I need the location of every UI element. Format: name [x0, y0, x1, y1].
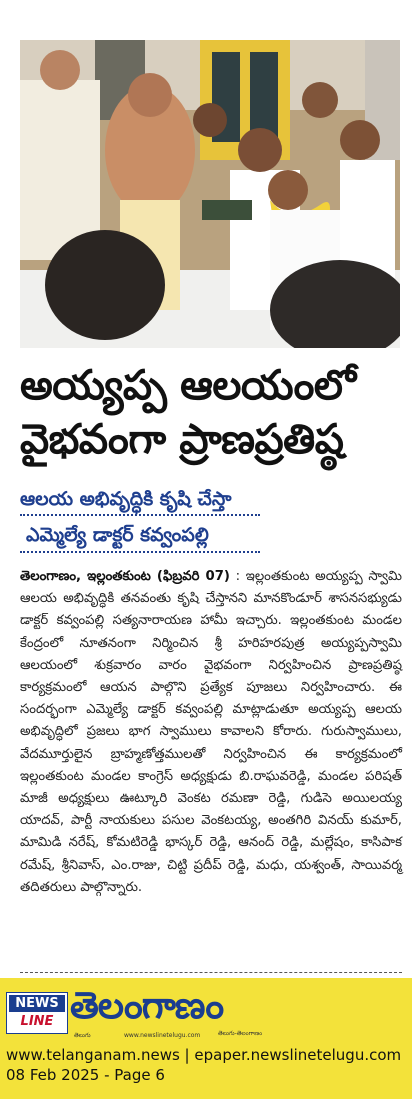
- subheading-2: ఎమ్మెల్యే డాక్టర్ కవ్వంపల్లి: [26, 524, 209, 546]
- article-body-text: : ఇల్లంతకుంట అయ్యప్ప స్వామి ఆలయ అభివృద్ధికి తనవంతు కృషి చేస్తానని మానకొండూర్ శాసనసభ్యుడు డాక్టర్ కవ్వంపల్లి సత్యనారాయణ హామీ ఇచ్చారు. ఇల్లంతకుంట మండల కేంద్రంలో నూతనంగా నిర్మించిన శ్రీ హరిహరపుత్ర అయ్యప్పస్వామి ఆలయంలో శుక్రవారం వారం వైభవంగా నిర్వహించిన ప్రాణప్రతిష్ఠ కార్యక్రమంలో ఆయన పాల్గొని ప్రత్యేక పూజలు నిర్వహించారు. ఈ సందర్భంగా ఎమ్మెల్యే డాక్టర్ కవ్వంపల్లి మాట్లాడుతూ అయ్యప్ప ఆలయ అభివృద్ధిలో ప్రజలు భాగ స్వాములు కావాలని కోరారు. గురుస్వాములు, వేదమూర్తులైన బ్రాహ్మణోత్తములతో నిర్వహించిన ఈ కార్యక్రమంలో ఇల్లంతకుంట మండల కాంగ్రెస్ అధ్యక్షుడు బి.రాఘవరెడ్డి, మండల పరిషత్ మాజీ అధ్యక్షులు ఊట్కూరి వెంకట రమణా రెడ్డి, గుడిసె అయిలయ్య యాదవ్, పార్టీ నాయకులు పసుల వెంకటయ్య, అంతగిరి వినయ్ కుమార్, మామిడి నరేష్, కోమటిరెడ్డి భాస్కర్ రెడ్డి, ఆనంద్ రెడ్డి, మల్లేషం, కాసిపాక రమేష్, శ్రీనివాస్, ఎం.రాజు, చిట్టి ప్రదీప్ రెడ్డి, మధు, యశ్వంత్, సాయివర్మ తదితరులు పాల్గొన్నారు.: [20, 569, 402, 895]
- logo-news-text: NEWS: [9, 995, 65, 1012]
- brand-tagline: తెలుగు-తెలంగాణం: [218, 1030, 263, 1037]
- brand-language: తెలుగు: [74, 1032, 91, 1039]
- article-body: [20, 566, 402, 899]
- section-separator: [20, 972, 402, 973]
- brand-url: www.newslinetelugu.com: [124, 1032, 201, 1039]
- footer-links: www.telanganam.news | epaper.newslinetelugu.com: [6, 1046, 402, 1064]
- article-photo: [20, 40, 400, 348]
- headline-line-1: అయ్యప్ప ఆలయంలో: [20, 361, 356, 409]
- headline-line-2: వైభవంగా ప్రాణప్రతిష్ఠ: [20, 415, 344, 463]
- headline: [20, 358, 400, 466]
- logo-line-text: LINE: [20, 1014, 54, 1029]
- dateline: తెలంగాణం, ఇల్లంతకుంట (ఫిబ్రవరి 07): [20, 569, 230, 584]
- dotted-divider-1: [20, 514, 260, 516]
- subheading-1: ఆలయ అభివృద్ధికి కృషి చేస్తా: [20, 488, 232, 510]
- dotted-divider-2: [20, 551, 260, 553]
- newsline-logo: [6, 992, 68, 1034]
- brand-name: తెలంగాణం: [70, 984, 224, 1027]
- footer-date-page: 08 Feb 2025 - Page 6: [6, 1066, 165, 1084]
- footer-banner: [0, 978, 412, 1099]
